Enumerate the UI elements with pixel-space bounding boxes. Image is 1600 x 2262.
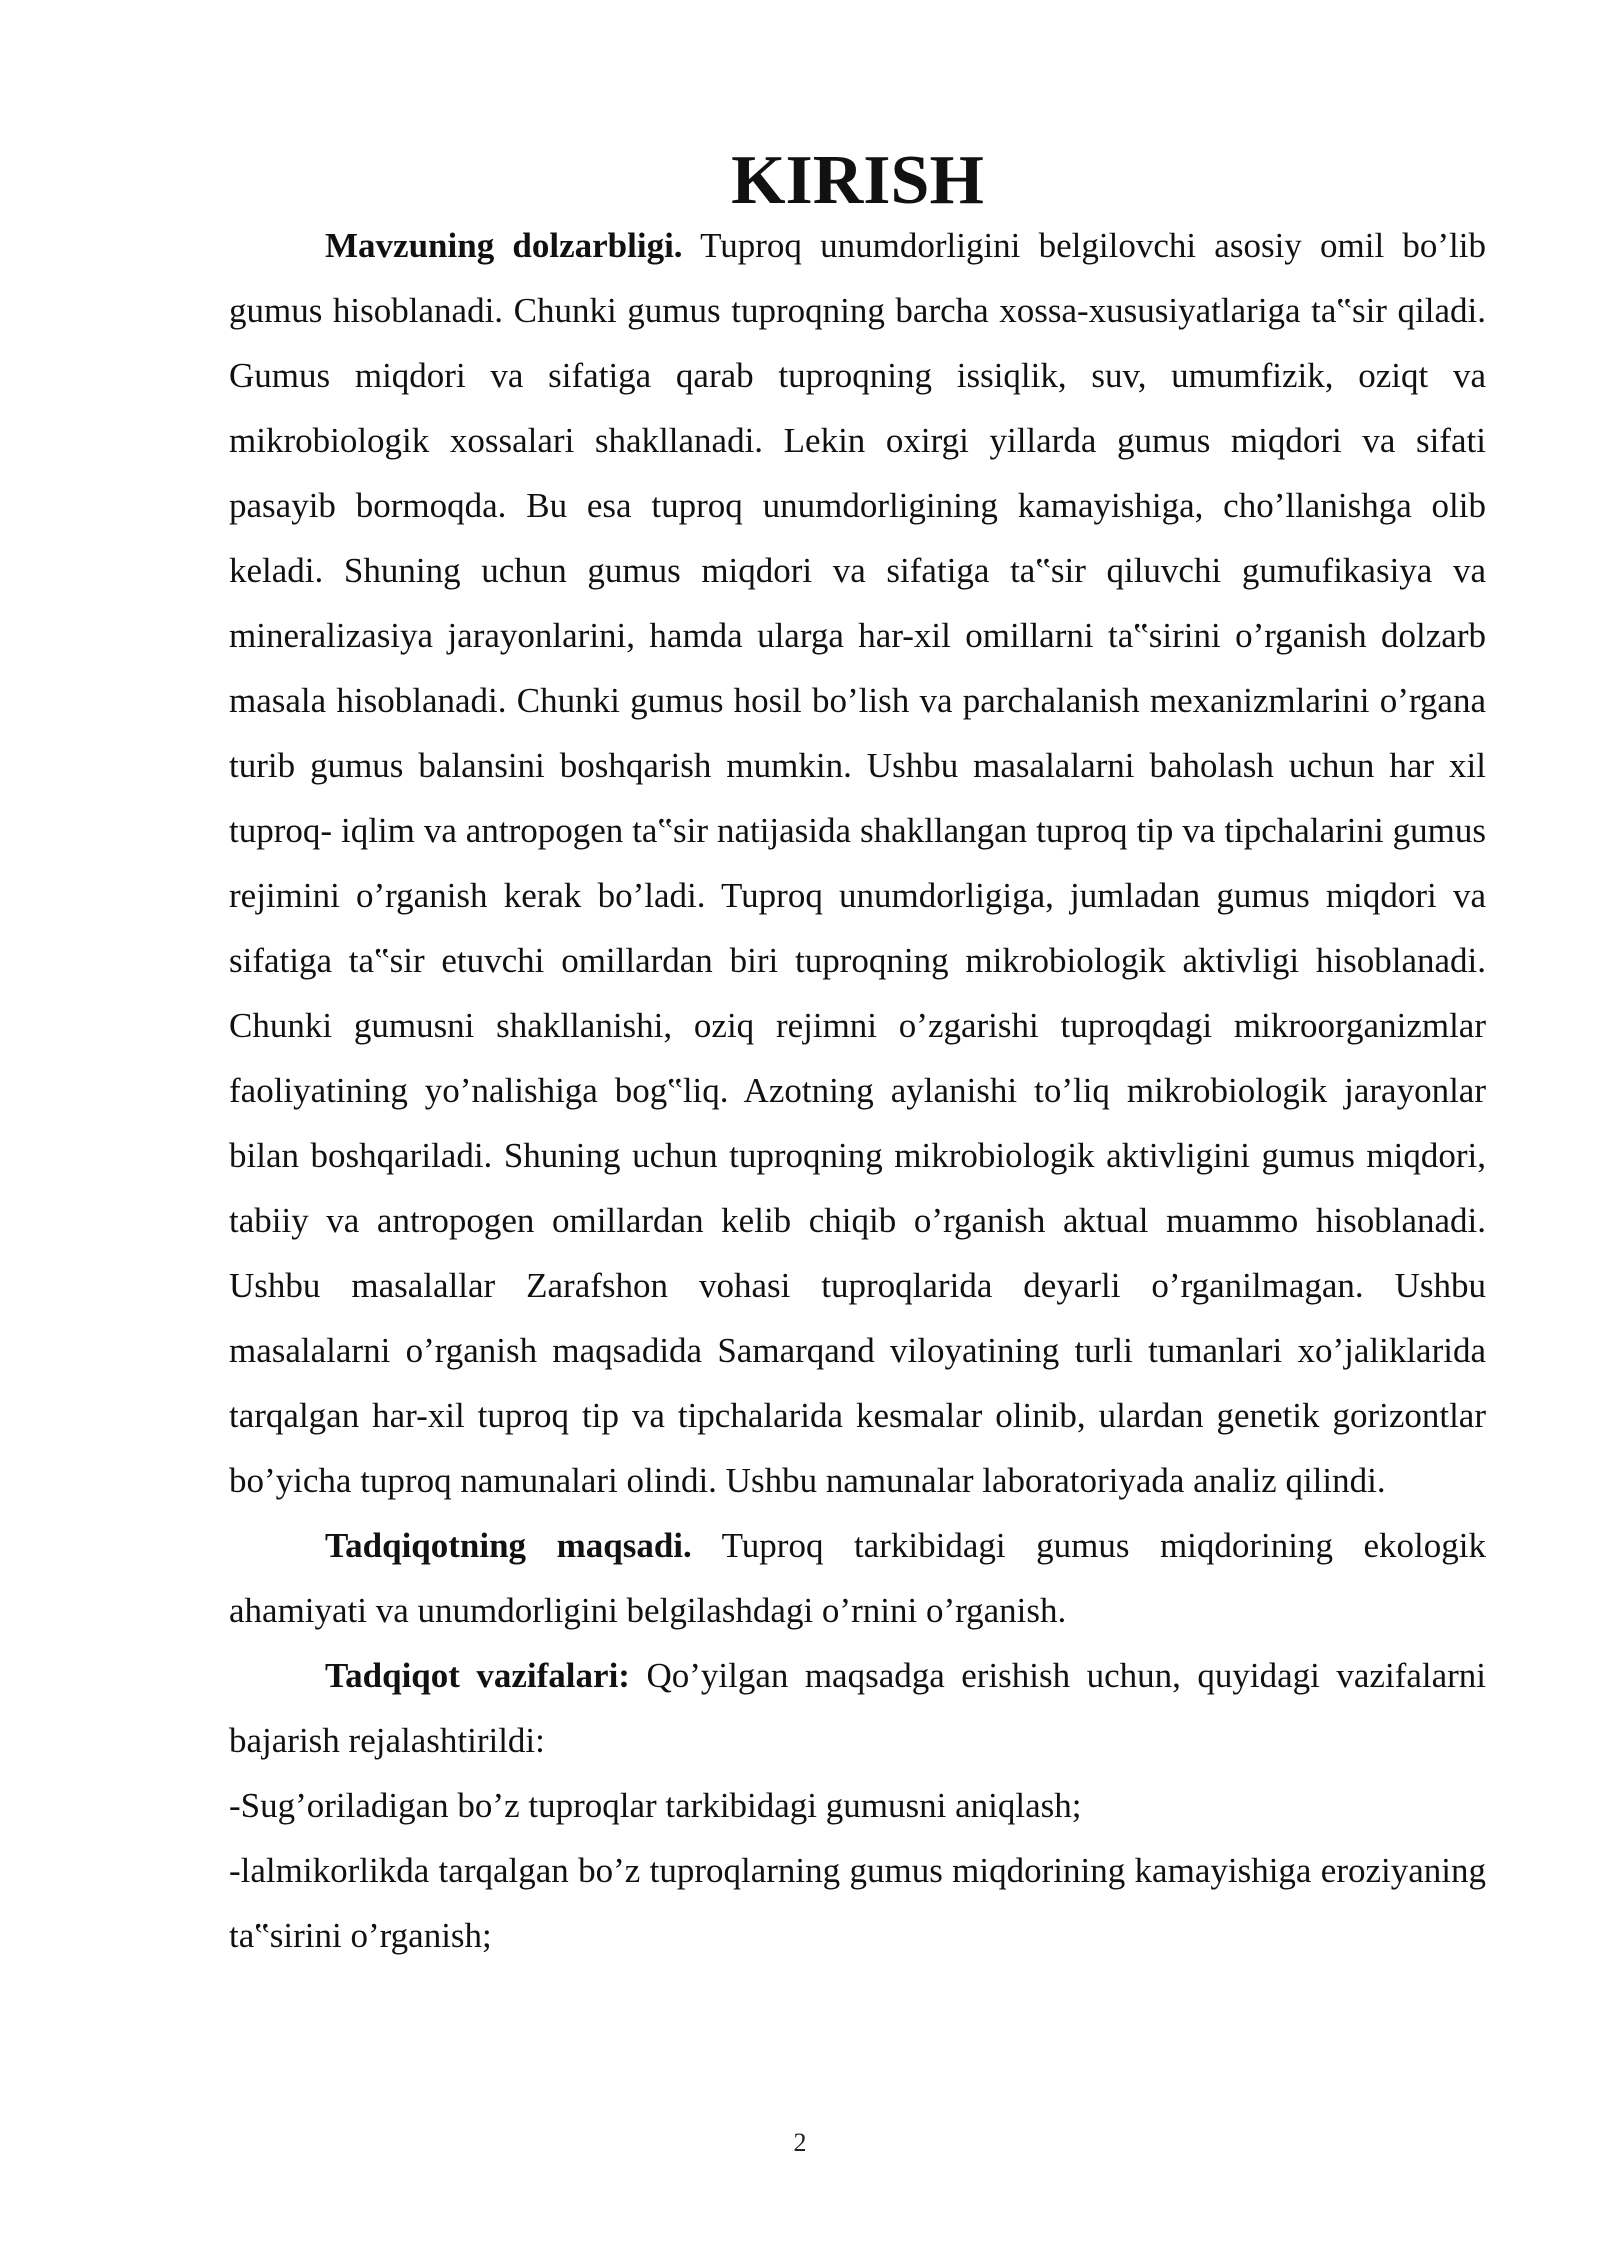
paragraph-lead: Mavzuning dolzarbligi. [325, 226, 683, 265]
list-item: -lalmikorlikda tarqalgan bo’z tuproqlarning gumus miqdorining kamayishiga eroziyaning ta‟sirini o’rganish; [229, 1851, 1486, 1955]
paragraph-relevance [229, 213, 1486, 1513]
page-number: 2 [793, 2128, 807, 2157]
document-title: KIRISH [731, 142, 984, 219]
paragraph-goal [229, 1513, 1486, 1643]
paragraph-text: Qo’yilgan maqsadga erishish uchun, quyidagi vazifalarni bajarish rejalashtirildi: [229, 1656, 1486, 1760]
paragraph-text: Tuproq tarkibidagi gumus miqdorining ekologik ahamiyati va unumdorligini belgilashdagi o’rnini o’rganish. [229, 1526, 1486, 1630]
paragraph-lead: Tadqiqot vazifalari: [325, 1656, 630, 1695]
paragraph-lead: Tadqiqotning maqsadi. [325, 1526, 692, 1565]
list-item: -Sug’oriladigan bo’z tuproqlar tarkibidagi gumusni aniqlash; [229, 1786, 1082, 1825]
paragraph-tasks [229, 1643, 1486, 1773]
paragraph-text: Tuproq unumdorligini belgilovchi asosiy omil bo’lib gumus hisoblanadi. Chunki gumus tuproqning barcha xossa-xususiyatlariga ta‟sir qiladi. Gumus miqdori va sifatiga qarab tuproqning issiqlik, suv, umumfizik, oziqt va mikrobiologik xossalari shakllanadi. Lekin oxirgi yillarda gumus miqdori va sifati pasayib bormoqda. Bu esa tuproq unumdorligining kamayishiga, cho’llanishga olib keladi. Shuning uchun gumus miqdori va sifatiga ta‟sir qiluvchi gumufikasiya va mineralizasiya jarayonlarini, hamda ularga har-xil omillarni ta‟sirini o’rganish dolzarb masala hisoblanadi. Chunki gumus hosil bo’lish va parchalanish mexanizmlarini o’rgana turib gumus balansini boshqarish mumkin. Ushbu masalalarni baholash uchun har xil tuproq- iqlim va antropogen ta‟sir natijasida shakllangan tuproq tip va tipchalarini gumus rejimini o’rganish kerak bo’ladi. Tuproq unumdorligiga, jumladan gumus miqdori va sifatiga ta‟sir etuvchi omillardan biri tuproqning mikrobiologik aktivligi hisoblanadi. Chunki gumusni shakllanishi, oziq rejimni o’zgarishi tuproqdagi mikroorganizmlar faoliyatining yo’nalishiga bog‟liq. Azotning aylanishi to’liq mikrobiologik jarayonlar bilan boshqariladi. Shuning uchun tuproqning mikrobiologik aktivligini gumus miqdori, tabiiy va antropogen omillardan kelib chiqib o’rganish aktual muammo hisoblanadi. Ushbu masalallar Zarafshon vohasi tuproqlarida deyarli o’rganilmagan. Ushbu masalalarni o’rganish maqsadida Samarqand viloyatining turli tumanlari xo’jaliklarida tarqalgan har-xil tuproq tip va tipchalarida kesmalar olinib, ulardan genetik gorizontlar bo’yicha tuproq namunalari olindi. Ushbu namunalar laboratoriyada analiz qilindi. [229, 226, 1486, 1500]
document-page [229, 142, 1486, 1968]
